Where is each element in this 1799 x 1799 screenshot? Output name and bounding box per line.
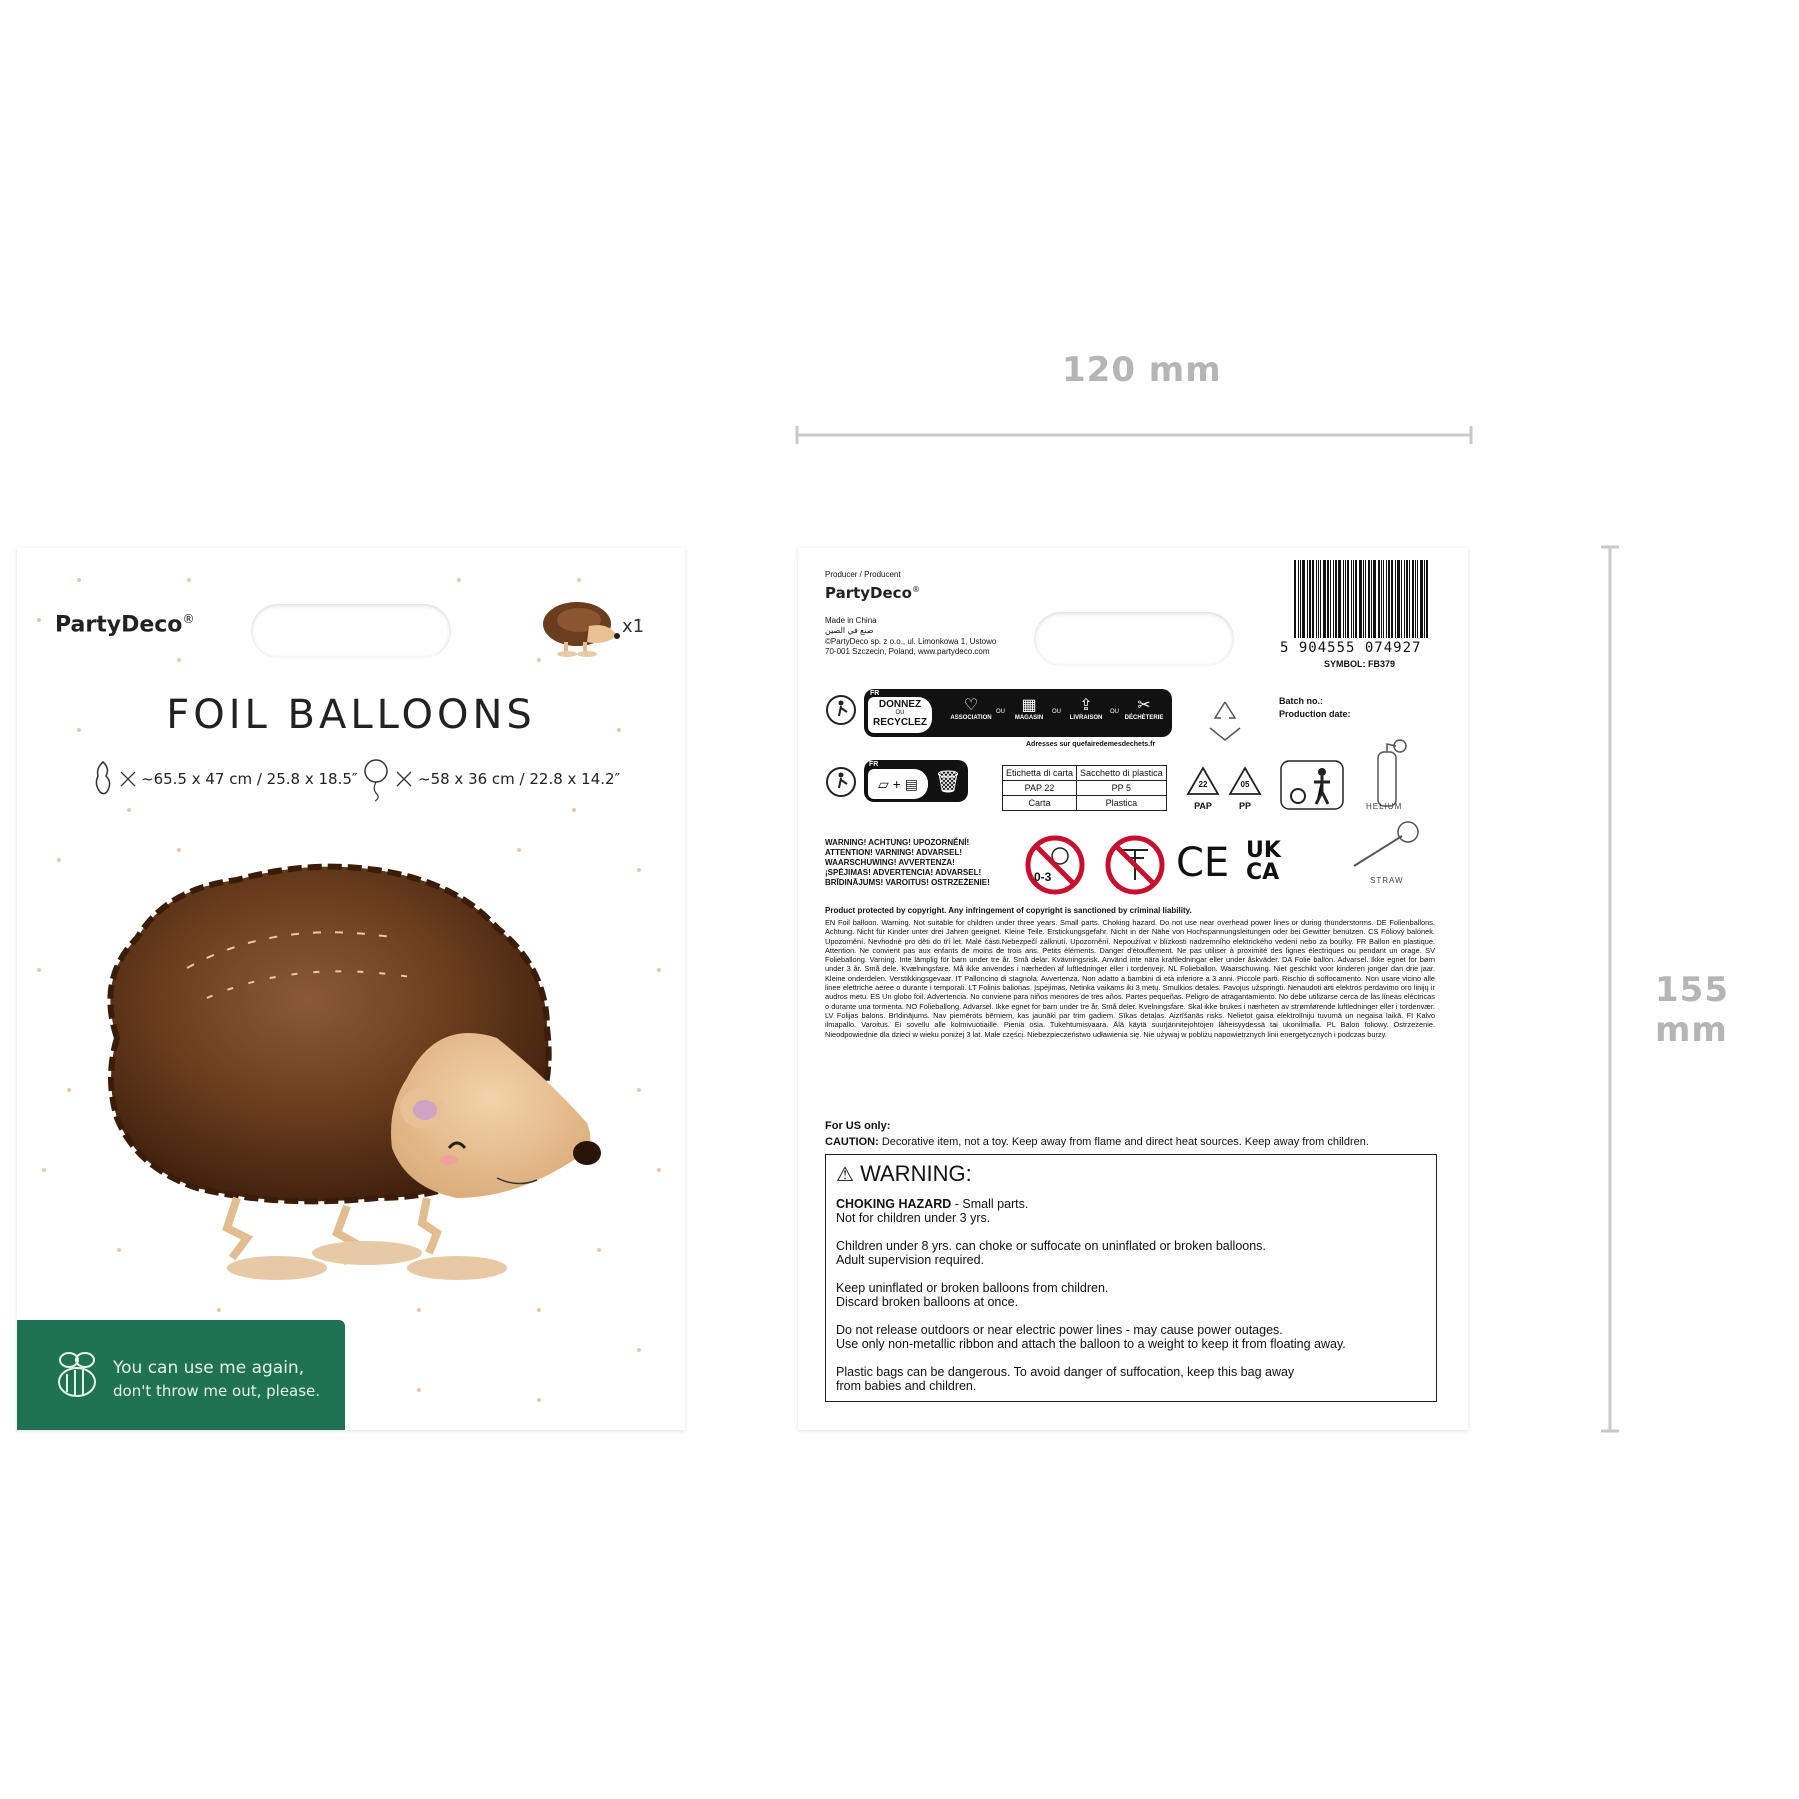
triman-info-panel: FR DONNEZ OU RECYCLEZ ♡ ASSOCIATION OU ▦ MAGASIN OU ⇪ LIVRAISON OU ✂ DÉCHÈTERIE: [864, 689, 1172, 737]
sorting-panel: FR ▱ + ▤ 🗑: [864, 760, 968, 802]
size-inflated: ~65.5 x 47 cm / 25.8 x 18.5″: [141, 770, 358, 788]
recycle-mark-pap: 22 PAP: [1186, 766, 1220, 811]
triman-item-decheterie: ✂ DÉCHÈTERIE: [1124, 697, 1164, 721]
warning-heading-line: WARNING! ACHTUNG! UPOZORNĚNÍ!: [825, 838, 970, 847]
address-line2: 70-001 Szczecin, Poland, www.partydeco.com: [825, 647, 990, 656]
hedgehog-balloon-image: [77, 858, 637, 1288]
multilang-warning-heading: [825, 838, 990, 888]
cross-icon: [395, 770, 413, 788]
bee-icon: [53, 1350, 101, 1404]
warning-heading-line: ATTENTION! VARNING! ADVARSEL!: [825, 848, 963, 857]
ce-mark: CE: [1176, 840, 1230, 886]
quantity-label: x1: [622, 616, 645, 637]
recycle-mark-pp: 05 PP: [1228, 766, 1262, 811]
brand-logo-back: PartyDeco®: [825, 584, 921, 602]
triman-icon: [825, 766, 857, 798]
warning-heading-line: WAARSCHUWING! AVVERTENZA!: [825, 858, 955, 867]
hang-hole: [1034, 612, 1234, 666]
batch-label: Batch no.:: [1279, 696, 1323, 706]
eco-banner: [17, 1320, 345, 1430]
copyright-notice: Product protected by copyright. Any infringement of copyright is sanctioned by criminal liability.: [825, 906, 1192, 915]
straw-icon: [1350, 820, 1420, 870]
triman-icon: [825, 694, 857, 726]
multilang-warnings-text: EN Foil balloon. Warning. Not suitable for children under three years. Small parts. Choking hazard. Do not use near overhead power lines or during thunderstorms. DE Folienballons. Achtung. Nicht für Kinder unter drei Jahren geeignet. Kleine Teile. Erstickungsgefahr. Nicht in der Nähe von Hochspannungsleitungen oder bei Gewitter benutzen. CS Fóliový balónek. Upozornění. Nevhodné pro děti do tří let. Malé části.Nebezpečí zalknutí. Upozornění. Nepoužívat v blízkosti nadzemního elektrického vedení nebo za bouřky. FR Ballon en plastique. Attention. Ne convient pas aux enfants de moins de trois ans. Petits éléments. Danger d'étouffement. Ne pas utiliser à proximité des lignes électriques ou pendant un orage. SV Folieballong. Varning. Inte lämplig för barn under tre år. Små delar. Kvävningsrisk. Använd inte nära kraftledningar eller under åskväder. DA Folie ballon. Advarsel. Ikke egnet for børn under 3 år. Små dele. Kvælningsfare. Må ikke anvendes i nærheden af luftledninger eller i tordenvejr. NL Folieballon. Waarschuwing. Niet geschikt voor kinderen jonger dan drie jaar. Kleine onderdelen. Verstikkingsgevaar. IT Palloncino di stagnola. Avvertenza. Non adatto a bambini di età inferiore a 3 anni. Piccole parti. Rischio di soffocamento. Non usare vicino alle linee elettriche aeree o durante i temporali. LT Folinis balionas. Įspėjimas. Netinka vaikams iki 3 metų. Smulkios detalės. Pavojus užspringti. Nenaudoti arti elektros perdavimo oro linijų ir audros metu. ES Un globo foil. Advertencia. No conviene para niños menores de tres años. Partes pequeñas. Peligro de atragantamiento. No debe utilizarse cerca de las líneas eléctricas o durante una tormenta. NO Folieballong. Advarsel. Ikke egnet for barn under tre år. Små deler. Kvelningsfare. Skal ikke brukes i nærheten av strømførende luftledninger eller i tordenvær. LV Folijas balons. Brīdinājums. Nav piemērots bērniem, kas jaunāki par trim gadiem. Sīkas detaļas. Aizrīšanās risks. Nelietot gaisa elektrolīniju tuvumā un negaisa laikā. FI Kalvo ilmapallo. Varoitus. Ei sovellu alle kolmivuotiaille. Pieniä osia. Tukehtumisvaara. Älä käytä suurjännitejohtojen läheisyydessä tai ukonilmalla. PL Balon foliowy. Ostrzeżenie. Nieodpowiednie dla dzieci w wieku poniżej 3 lat. Małe części. Niebezpieczeństwo udławienia się. Nie używaj w pobliżu napowietrznych linii energetycznych i podczas burzy.: [825, 918, 1435, 1039]
production-date-label: Production date:: [1279, 709, 1351, 719]
plastic-bags: Plastic bags can be dangerous. To avoid danger of suffocation, keep this bag away from babies and children.: [836, 1365, 1295, 1393]
height-dimension-line: [1600, 545, 1620, 1435]
symbol-code: SYMBOL: FB379: [1324, 659, 1396, 669]
walking-balloon-icon: [92, 760, 114, 798]
straw-label: STRAW: [1370, 876, 1404, 885]
cross-icon: [119, 770, 137, 788]
triman-item-association: ♡ ASSOCIATION: [950, 697, 992, 721]
width-dimension-line: [795, 425, 1475, 445]
producer-label: Producer / Producent: [825, 570, 901, 579]
packaging-label-table: Etichetta di carta Sacchetto di plastica PAP 22 PP 5 Carta Plastica: [1002, 765, 1167, 811]
warning-heading-line: BRĪDINĀJUMS! VAROITUS! OSTRZEŻENIE!: [825, 878, 990, 887]
us-only-label: For US only:: [825, 1120, 891, 1132]
choking-hazard: CHOKING HAZARD - Small parts. Not for children under 3 yrs.: [836, 1197, 1029, 1225]
height-dimension-label: 155 mm: [1655, 970, 1729, 1050]
eco-text-line2: don't throw me out, please.: [113, 1382, 321, 1400]
barcode: [1294, 560, 1436, 638]
triman-item-magasin: ▦ MAGASIN: [1014, 697, 1044, 721]
keep-from-children: Keep uninflated or broken balloons from children. Discard broken balloons at once.: [836, 1281, 1109, 1309]
dispose-icon: [1280, 760, 1344, 810]
eco-text-line1: You can use me again,: [113, 1358, 305, 1378]
address-line1: ©PartyDeco sp. z o.o., ul. Limonkowa 1, Ustowo: [825, 637, 997, 646]
us-warning-box: [825, 1154, 1437, 1402]
front-card: [17, 548, 685, 1430]
made-in-arabic: صنع في الصين: [825, 626, 874, 635]
helium-label: HELIUM: [1366, 802, 1403, 811]
made-in: Made in China: [825, 616, 877, 625]
barcode-number: 5 904555 074927: [1280, 640, 1422, 656]
hedgehog-thumbnail: [539, 598, 623, 660]
back-card: [798, 548, 1468, 1430]
caution-line: CAUTION: Decorative item, not a toy. Keep away from flame and direct heat sources. Keep away from children.: [825, 1136, 1369, 1148]
size-flat: ~58 x 36 cm / 22.8 x 14.2″: [418, 770, 621, 788]
no-power-lines-icon: [1104, 834, 1166, 896]
product-title: FOIL BALLOONS: [166, 692, 536, 738]
do-not-release: Do not release outdoors or near electric power lines - may cause power outages. Use only non-metallic ribbon and attach the balloon to a weight to keep it from floating away.: [836, 1323, 1346, 1351]
width-dimension-label: 120 mm: [1062, 350, 1222, 390]
triman-item-livraison: ⇪ LIVRAISON: [1069, 697, 1103, 721]
children-under-8: Children under 8 yrs. can choke or suffocate on uninflated or broken balloons. Adult supervision required.: [836, 1239, 1266, 1267]
helium-tank-icon: [1370, 738, 1410, 808]
no-children-0-3-icon: [1024, 834, 1086, 896]
brand-logo: PartyDeco®: [55, 612, 195, 638]
warning-title: ⚠ WARNING:: [836, 1161, 972, 1186]
triman-url: Adresses sur quefairedemesdechets.fr: [1026, 741, 1156, 748]
warning-triangle-icon: ⚠: [836, 1164, 854, 1186]
round-balloon-icon: [362, 758, 390, 802]
warning-heading-line: ¡SPĖJIMAS! ADVERTENCIA! ADVARSEL!: [825, 868, 982, 877]
hang-hole: [251, 604, 451, 658]
age-badge: 0-3: [1034, 870, 1052, 884]
ukca-mark: UK CA: [1246, 838, 1281, 885]
recycle-icon: [1202, 698, 1248, 744]
